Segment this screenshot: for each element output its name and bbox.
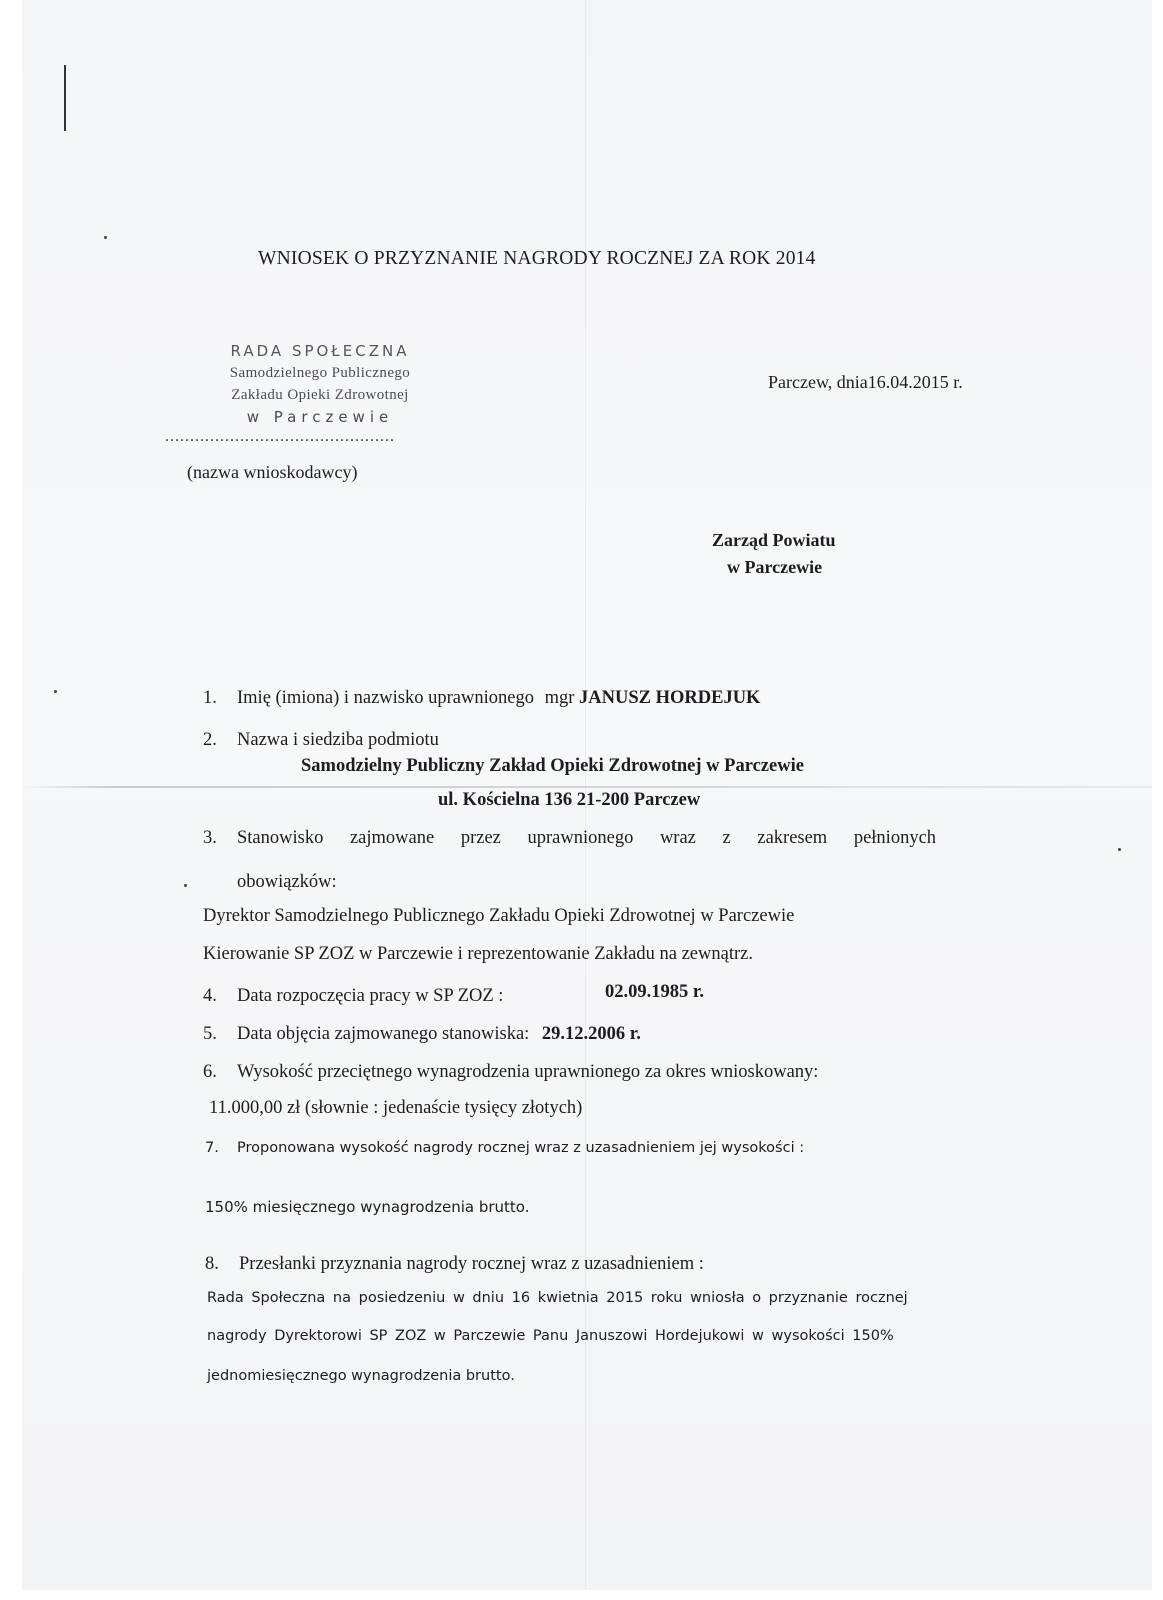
item-label: Stanowisko zajmowane przez uprawnionego wraz z zakresem pełnionych [237,828,937,848]
position-duties: Kierowanie SP ZOZ w Parczewie i reprezentowanie Zakładu na zewnątrz. [203,944,753,964]
item-label: Proponowana wysokość nagrody rocznej wraz z uzasadnieniem jej wysokości : [237,1140,805,1156]
applicant-caption: (nazwa wnioskodawcy) [187,462,358,482]
item-label: Data objęcia zajmowanego stanowiska: [237,1024,530,1044]
position-start-date: 29.12.2006 r. [541,1024,641,1044]
place-date: Parczew, dnia16.04.2015 r. [768,372,963,392]
scan-speck [104,236,107,239]
item-label: Data rozpoczęcia pracy w SP ZOZ : [237,986,504,1006]
justification-line-2: nagrody Dyrektorowi SP ZOZ w Parczewie Panu Januszowi Hordejukowi w wysokości 150% [207,1328,894,1344]
recipient-line-2: w Parczewie [727,557,823,577]
stamp-line-2: Samodzielnego Publicznego [229,365,411,381]
paper-fold-horizontal [22,786,1152,788]
scan-speck [184,884,187,887]
item-7 [205,1140,804,1156]
stamp-line-4: w Parczewie [246,408,394,426]
item-prefix: mgr [544,688,575,708]
item-number: 6. [203,1062,217,1082]
item-6 [203,1062,818,1083]
item-1 [203,688,760,709]
stamp-line-3: Zakładu Opieki Zdrowotnej [231,387,409,403]
scan-speck [1118,848,1121,851]
recipient-line-1: Zarząd Powiatu [712,530,836,550]
average-salary: 11.000,00 zł (słownie : jedenaście tysięcy złotych) [209,1098,583,1118]
position-title: Dyrektor Samodzielnego Publicznego Zakładu Opieki Zdrowotnej w Parczewie [203,906,795,926]
organization-stamp [170,340,470,428]
entity-name: Samodzielny Publiczny Zakład Opieki Zdrowotnej w Parczewie [301,756,804,776]
item-3-label-continued: obowiązków: [237,872,337,892]
proposed-award: 150% miesięcznego wynagrodzenia brutto. [205,1198,530,1216]
justification-line-3: jednomiesięcznego wynagrodzenia brutto. [207,1368,515,1384]
applicant-dotted-line: .............................................. [165,428,395,445]
item-number: 8. [205,1254,219,1274]
employee-name: JANUSZ HORDEJUK [579,688,761,708]
scan-edge-mark [64,65,66,131]
employment-start-date: 02.09.1985 r. [605,982,705,1002]
item-3 [203,828,1015,849]
stamp-line-1: RADA SPOŁECZNA [230,342,410,360]
item-4 [203,986,503,1007]
item-number: 7. [205,1140,219,1156]
item-2 [203,730,439,751]
item-label: Nazwa i siedziba podmiotu [237,730,439,750]
item-label: Imię (imiona) i nazwisko uprawnionego [237,688,534,708]
item-number: 4. [203,986,217,1006]
entity-address: ul. Kościelna 136 21-200 Parczew [438,790,701,810]
item-label: Przesłanki przyznania nagrody rocznej wraz z uzasadnieniem : [239,1254,704,1274]
document-title: WNIOSEK O PRZYZNANIE NAGRODY ROCZNEJ ZA ROK 2014 [258,248,816,269]
item-number: 1. [203,688,217,708]
scan-speck [54,690,57,693]
item-number: 2. [203,730,217,750]
item-number: 3. [203,828,217,848]
item-8 [205,1254,704,1275]
item-label: Wysokość przeciętnego wynagrodzenia uprawnionego za okres wnioskowany: [237,1062,819,1082]
justification-line-1: Rada Społeczna na posiedzeniu w dniu 16 kwietnia 2015 roku wniosła o przyznanie rocznej [207,1290,908,1306]
item-5 [203,1024,641,1045]
item-number: 5. [203,1024,217,1044]
